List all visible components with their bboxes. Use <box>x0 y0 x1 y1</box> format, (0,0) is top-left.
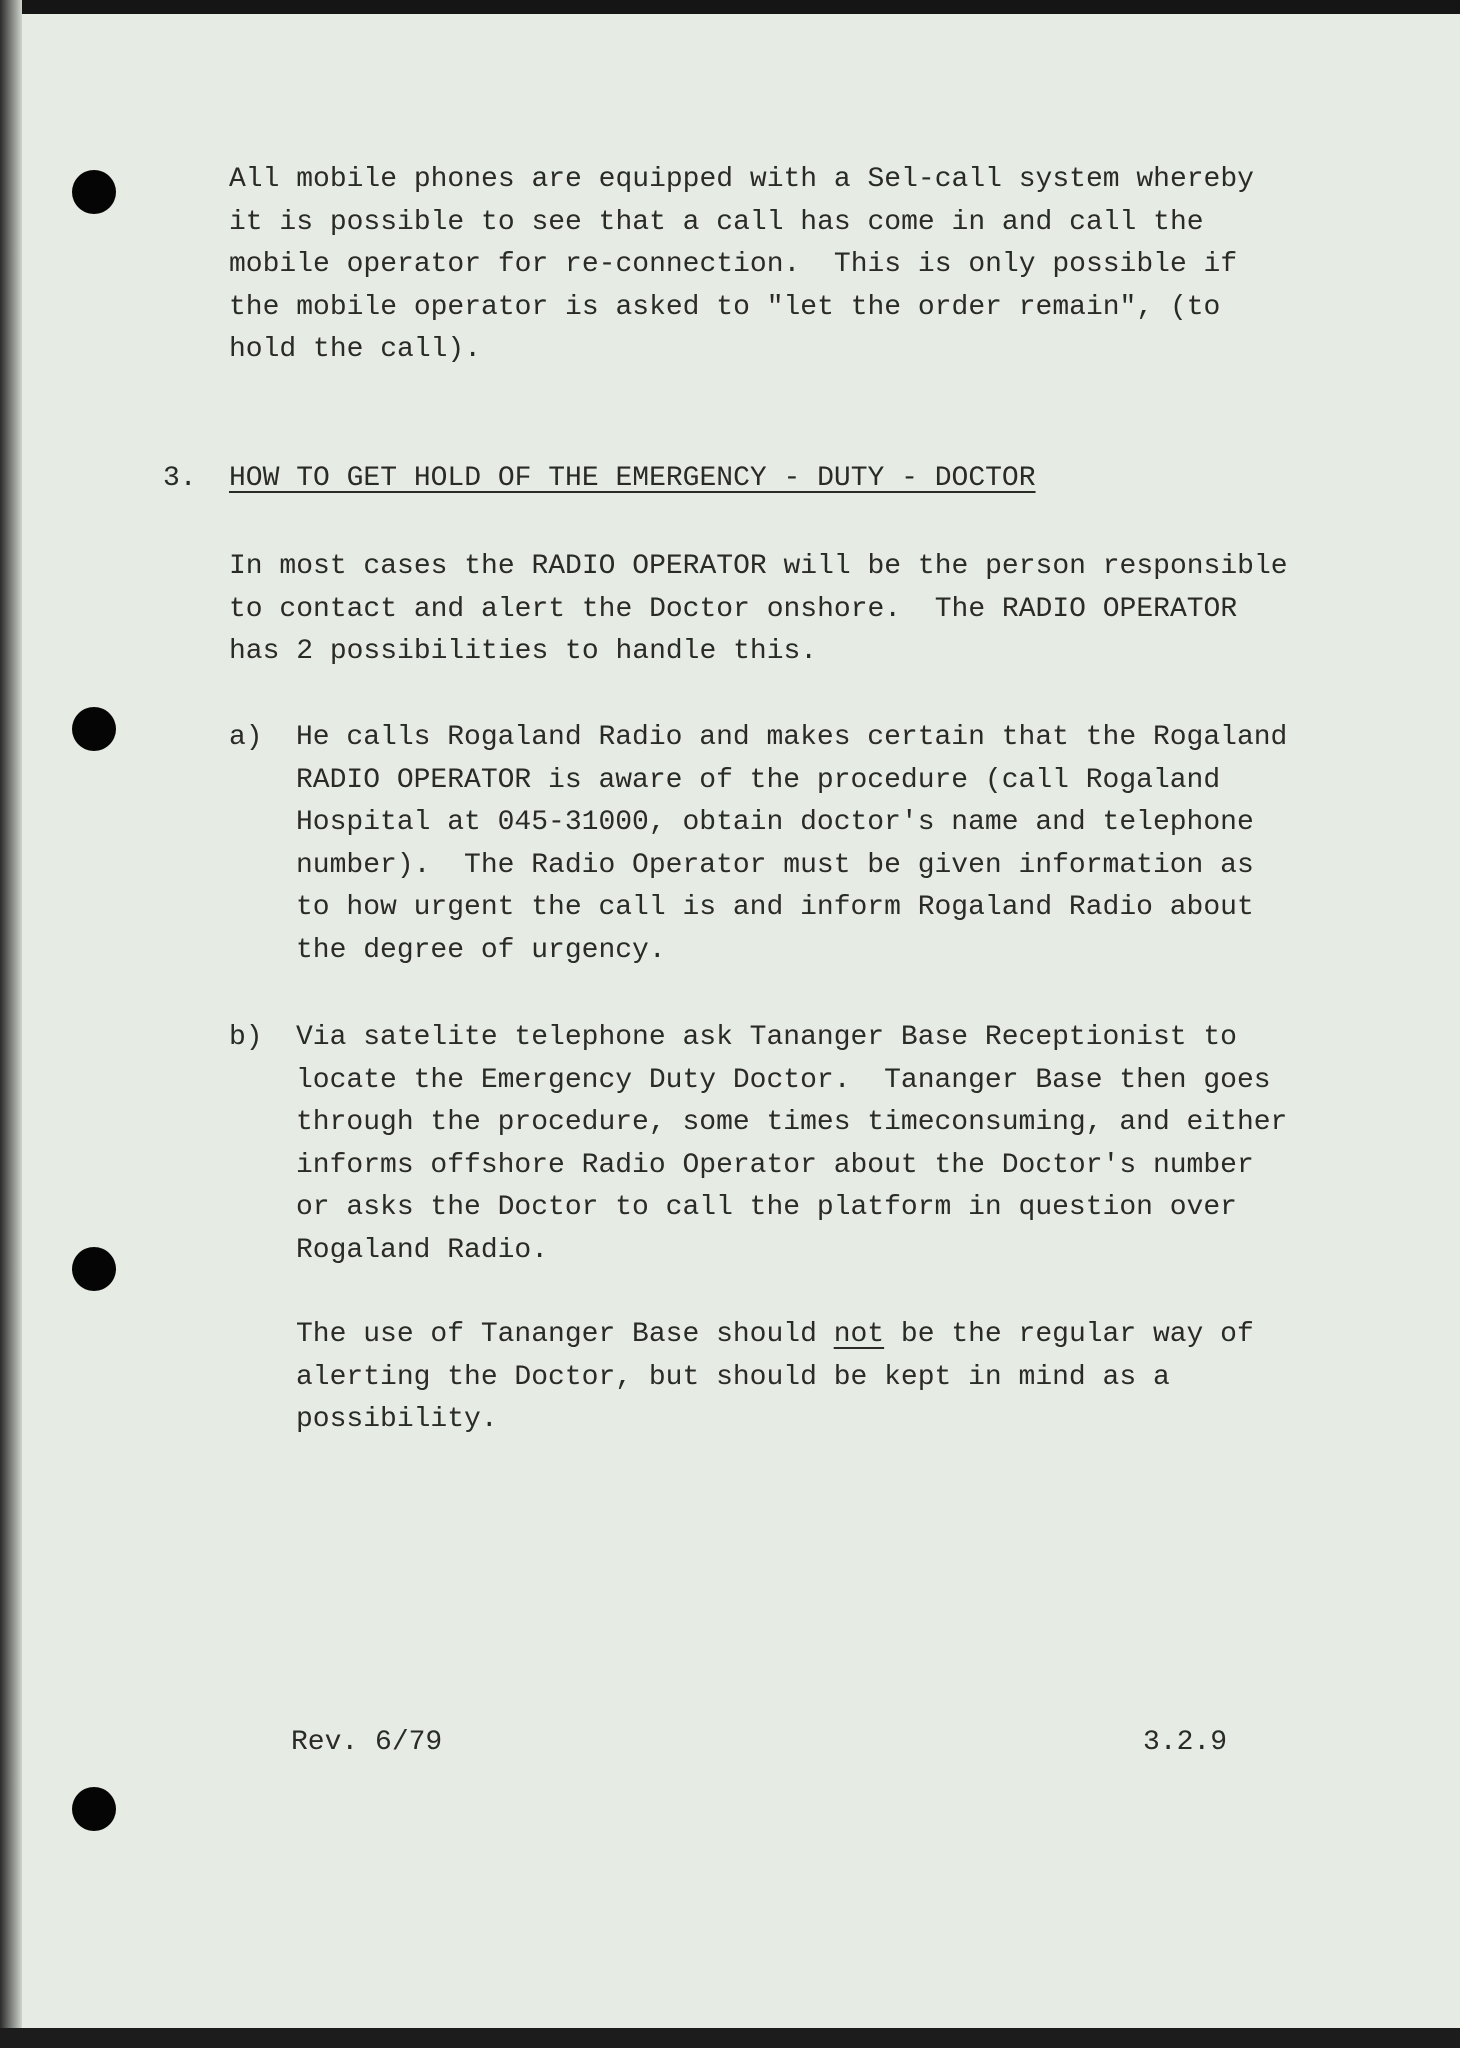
text-line: locate the Emergency Duty Doctor. Tananger Base then goes <box>296 1064 1271 1096</box>
text-line: He calls Rogaland Radio and makes certain that the Rogaland <box>296 722 1288 753</box>
text-line: All mobile phones are equipped with a Sel-call system whereby <box>229 164 1254 195</box>
scan-border-top <box>0 0 1460 14</box>
item-b-label: b) <box>229 1022 263 1053</box>
text-line: through the procedure, some times timeconsuming, and either <box>296 1107 1288 1138</box>
text-line: the mobile operator is asked to "let the order remain", (to <box>229 291 1221 323</box>
intro-paragraph <box>229 159 1254 372</box>
emphasis-not: not <box>833 1319 885 1350</box>
text-line: RADIO OPERATOR is aware of the procedure (call Rogaland <box>296 764 1221 796</box>
text-line: Hospital at 045-31000, obtain doctor's name and telephone <box>296 807 1254 838</box>
closing-paragraph <box>296 1314 1254 1442</box>
scan-border-bottom <box>0 2028 1460 2048</box>
section-number: 3. <box>163 463 197 494</box>
item-b-text <box>296 1017 1287 1272</box>
item-a-label: a) <box>229 722 263 753</box>
text-line: alerting the Doctor, but should be kept in mind as a <box>296 1361 1170 1393</box>
section-heading: HOW TO GET HOLD OF THE EMERGENCY - DUTY - DOCTOR <box>229 463 1036 494</box>
text-line: has 2 possibilities to handle this. <box>229 636 818 667</box>
punch-hole <box>72 1247 116 1291</box>
text-line: Via satelite telephone ask Tananger Base Receptionist to <box>296 1022 1237 1053</box>
text-line <box>296 1314 1254 1357</box>
text-line: number). The Radio Operator must be given information as <box>296 849 1254 881</box>
text-line: to contact and alert the Doctor onshore. The RADIO OPERATOR <box>229 593 1238 625</box>
punch-hole <box>72 170 116 214</box>
text-line: mobile operator for re-connection. This is only possible if <box>229 249 1238 280</box>
closing-text-pre: The use of Tananger Base should <box>296 1319 834 1350</box>
text-line: informs offshore Radio Operator about the Doctor's number <box>296 1149 1254 1181</box>
text-line: possibility. <box>296 1404 498 1435</box>
punch-hole <box>72 1787 116 1831</box>
text-line: the degree of urgency. <box>296 934 666 966</box>
page-number: 3.2.9 <box>1143 1727 1228 1758</box>
text-line: to how urgent the call is and inform Rogaland Radio about <box>296 892 1254 923</box>
text-line: In most cases the RADIO OPERATOR will be the person responsible <box>229 551 1288 582</box>
text-line: Rogaland Radio. <box>296 1234 549 1266</box>
text-line: hold the call). <box>229 334 482 365</box>
text-line: or asks the Doctor to call the platform in question over <box>296 1192 1237 1223</box>
scan-border-left <box>0 0 22 2048</box>
punch-hole <box>72 707 116 751</box>
revision-label: Rev. 6/79 <box>291 1727 443 1758</box>
closing-text-post: be the regular way of <box>884 1319 1254 1350</box>
section-intro-paragraph <box>229 546 1288 674</box>
item-a-text <box>296 717 1287 972</box>
text-line: it is possible to see that a call has come in and call the <box>229 206 1204 238</box>
